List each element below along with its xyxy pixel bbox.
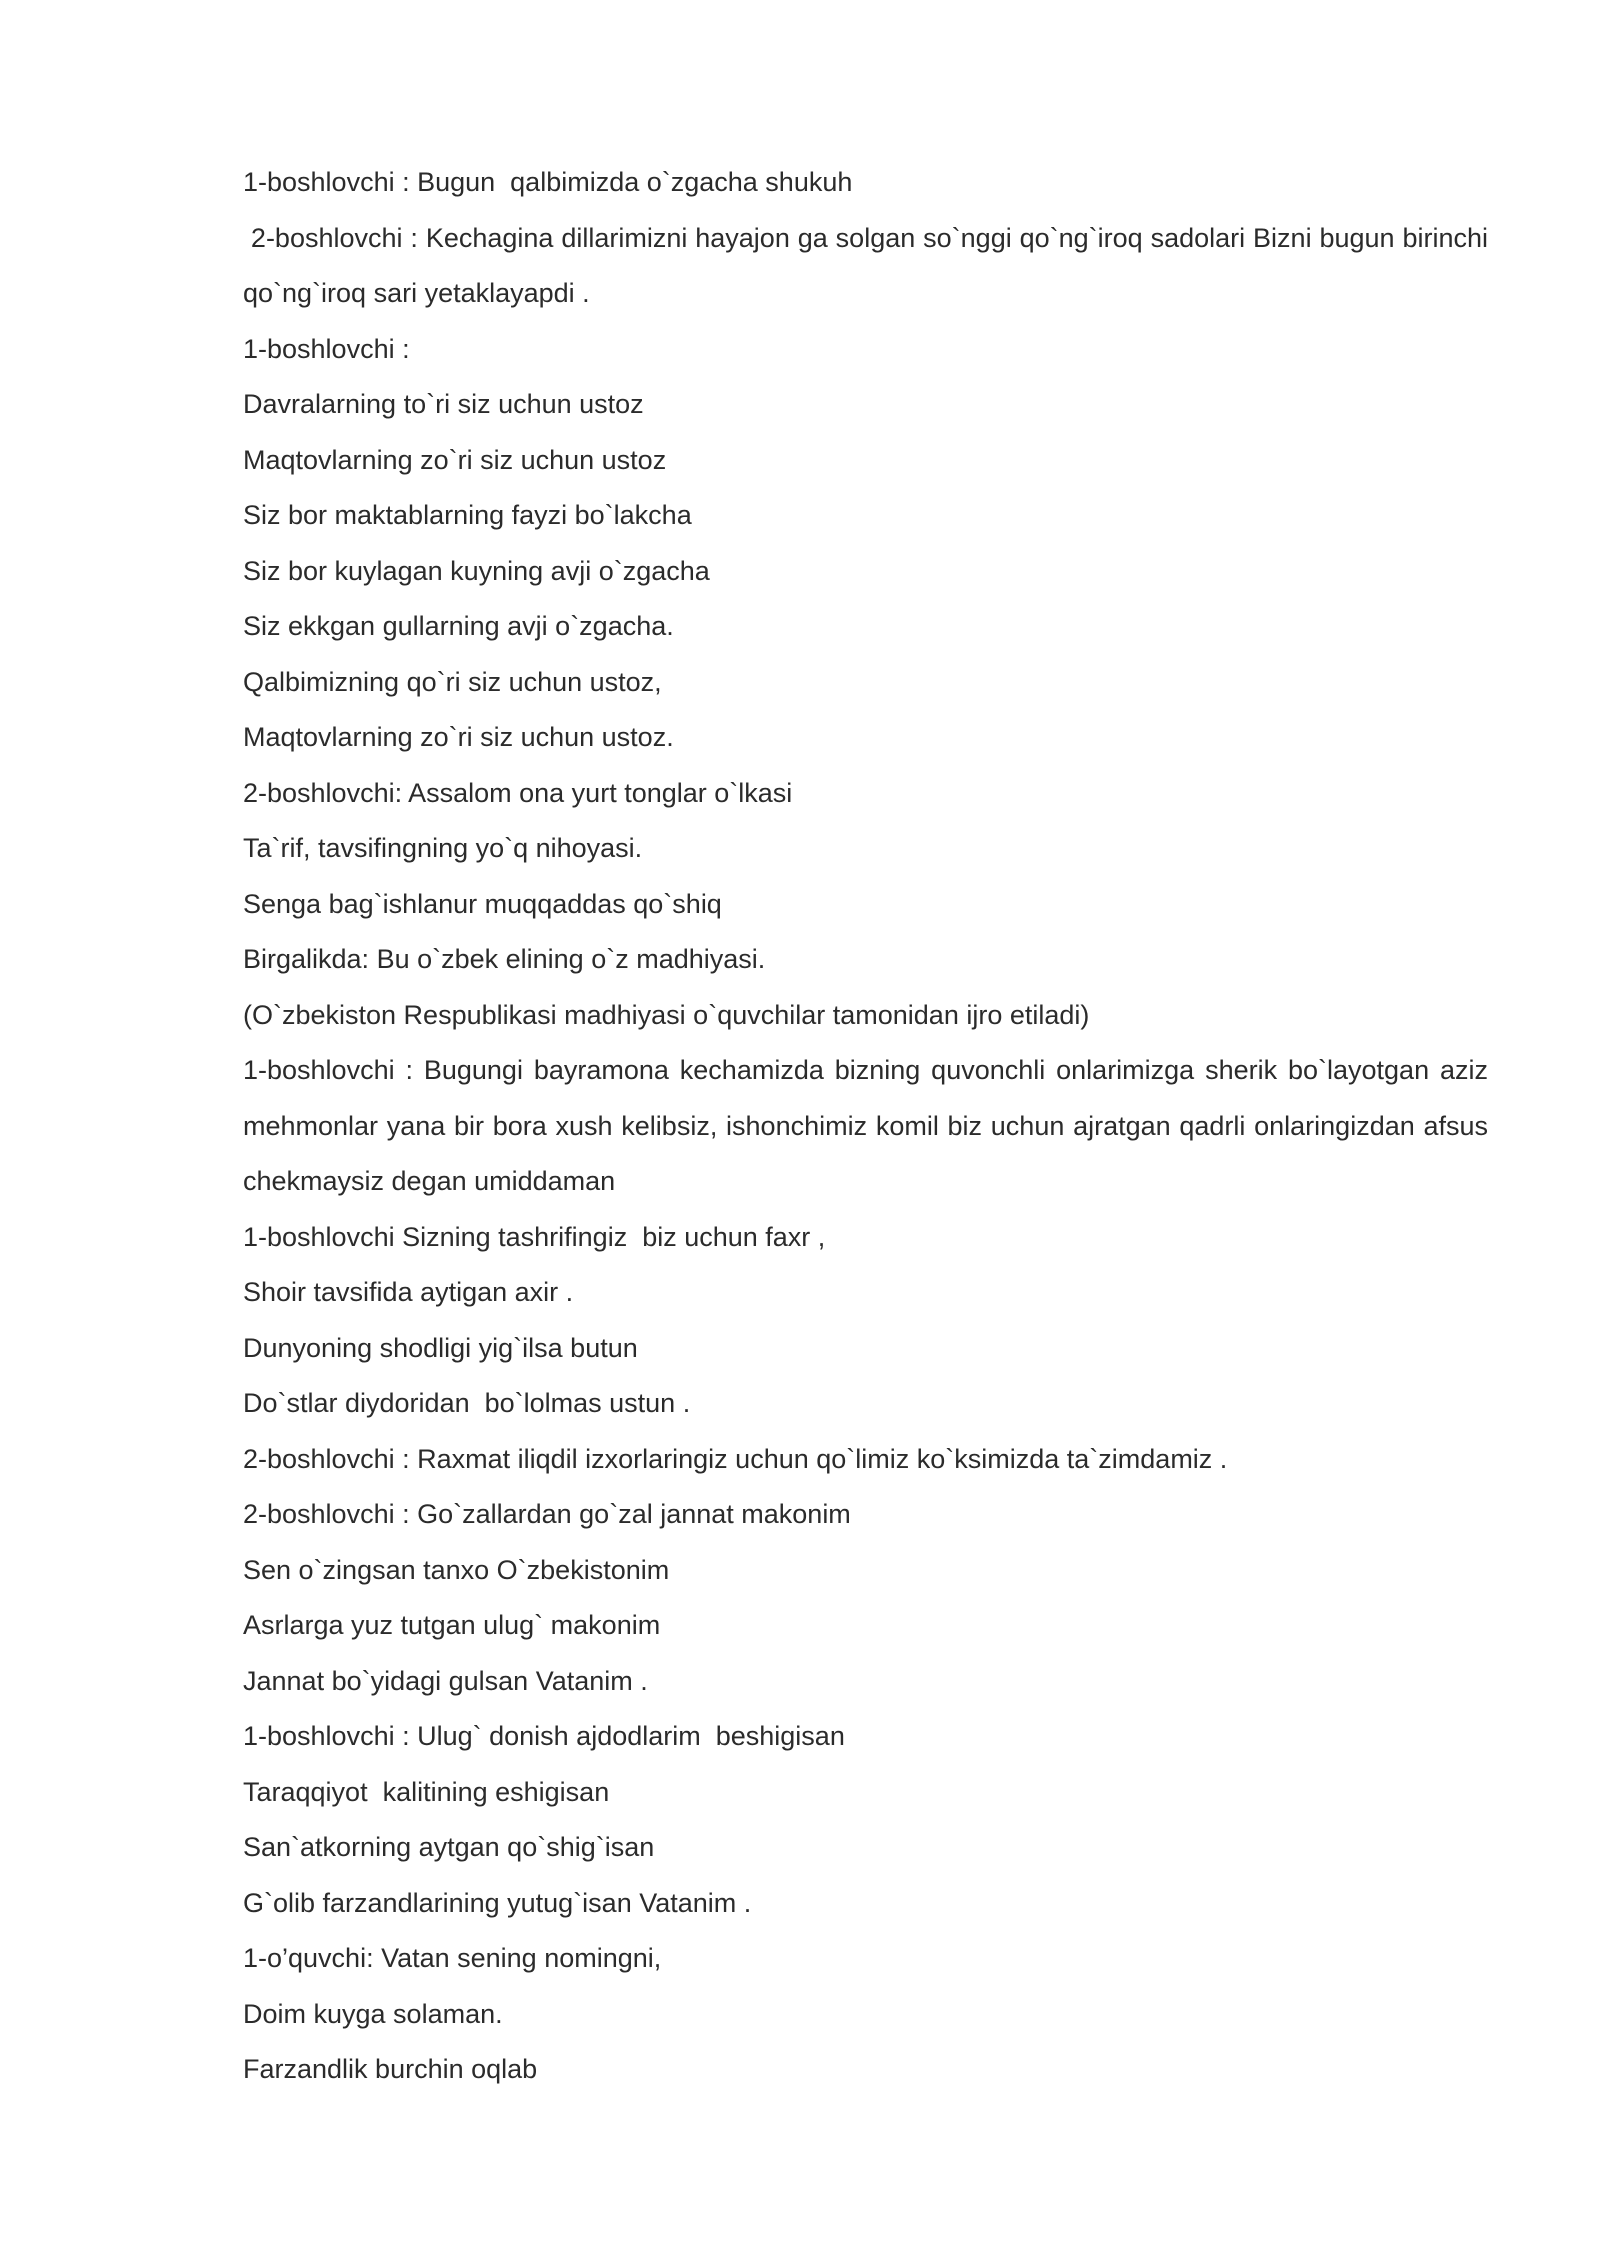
text-line: San`atkorning aytgan qo`shig`isan — [243, 1832, 655, 1862]
text-paragraph: 2-boshlovchi : Kechagina dillarimizni hayajon ga solgan so`nggi qo`ng`iroq sadolari Bizni bugun birinchi qo`ng`iroq sari yetaklayapdi . — [243, 222, 1496, 308]
text-line: Siz bor maktablarning fayzi bo`lakcha — [243, 500, 692, 530]
text-line: Maqtovlarning zo`ri siz uchun ustoz — [243, 444, 667, 475]
text-line: Siz bor kuylagan kuyning avji o`zgacha — [243, 555, 710, 586]
text-line: 1-boshlovchi Sizning tashrifingiz biz uchun faxr , — [243, 1221, 826, 1252]
text-line: Dunyoning shodligi yig`ilsa butun — [243, 1332, 638, 1363]
text-line: Jannat bo`yidagi gulsan Vatanim . — [243, 1665, 648, 1696]
text-line: Sen o`zingsan tanxo O`zbekistonim — [243, 1554, 670, 1585]
text-line: Shoir tavsifida aytigan axir . — [243, 1277, 574, 1307]
text-line: 2-boshlovchi : Go`zallardan go`zal jannat makonim — [243, 1499, 851, 1529]
text-line: Doim kuyga solaman. — [243, 1998, 503, 2029]
text-paragraph: 1-boshlovchi : Bugungi bayramona kechamizda bizning quvonchli onlarimizga sherik bo`layotgan aziz mehmonlar yana bir bora xush kelibsiz, ishonchimiz komil biz uchun ajratgan qadrli onlaringizdan afsus chekmaysiz degan umiddaman — [243, 1055, 1496, 1196]
text-line: 2-boshlovchi: Assalom ona yurt tonglar o`lkasi — [243, 777, 793, 808]
text-line: 1-boshlovchi : Bugun qalbimizda o`zgacha shukuh — [243, 167, 853, 197]
text-line: Qalbimizning qo`ri siz uchun ustoz, — [243, 666, 662, 697]
text-line: Birgalikda: Bu o`zbek elining o`z madhiyasi. — [243, 944, 766, 974]
text-line: G`olib farzandlarining yutug`isan Vatanim . — [243, 1887, 752, 1918]
text-line: Asrlarga yuz tutgan ulug` makonim — [243, 1610, 661, 1640]
text-line: Siz ekkgan gullarning avji o`zgacha. — [243, 611, 674, 641]
text-line: Davralarning to`ri siz uchun ustoz — [243, 389, 644, 419]
text-line: 1-boshlovchi : Ulug` donish ajdodlarim beshigisan — [243, 1721, 845, 1751]
text-line: (O`zbekiston Respublikasi madhiyasi o`quvchilar tamonidan ijro etiladi) — [243, 999, 1090, 1030]
text-line: Maqtovlarning zo`ri siz uchun ustoz. — [243, 722, 674, 752]
text-line: 1-o’quvchi: Vatan sening nomingni, — [243, 1943, 662, 1973]
text-line: Taraqqiyot kalitining eshigisan — [243, 1776, 610, 1807]
text-line: Senga bag`ishlanur muqqaddas qo`shiq — [243, 888, 722, 919]
text-line: Farzandlik burchin oqlab — [243, 2054, 538, 2084]
document-page — [243, 155, 1496, 2098]
text-line: 2-boshlovchi : Raxmat iliqdil izxorlaringiz uchun qo`limiz ko`ksimizda ta`zimdamiz . — [243, 1443, 1228, 1474]
text-line: 1-boshlovchi : — [243, 333, 410, 364]
text-line: Do`stlar diydoridan bo`lolmas ustun . — [243, 1388, 691, 1418]
text-line: Ta`rif, tavsifingning yo`q nihoyasi. — [243, 833, 643, 863]
